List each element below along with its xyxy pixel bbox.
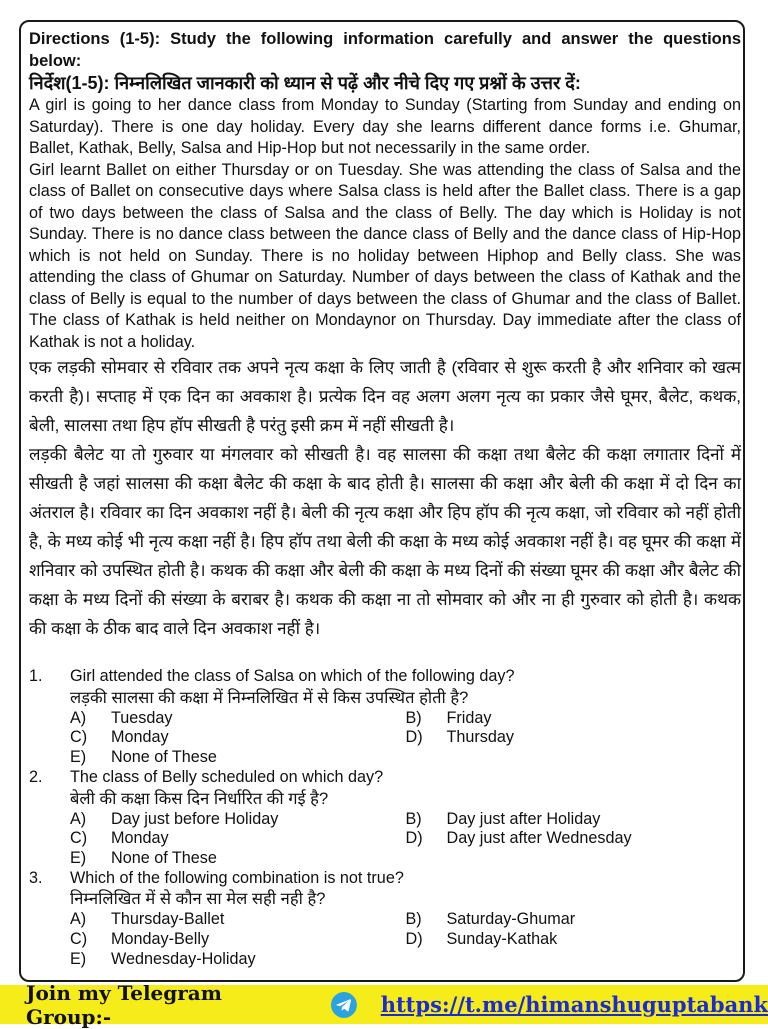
directions-heading-en: Directions (1-5): Study the following information carefully and answer the questions below:	[29, 30, 741, 70]
question-number: 1.	[29, 667, 43, 685]
telegram-group-label: Join my Telegram Group:-	[26, 980, 222, 1029]
option-letter: A)	[70, 809, 87, 828]
option-text: Day just after Wednesday	[446, 829, 632, 848]
option-d[interactable]	[406, 728, 742, 748]
directions-heading-hi: निर्देश(1-5): निम्नलिखित जानकारी को ध्यान से पढ़ें और नीचे दिए गए प्रश्नों के उत्तर दें:	[29, 73, 581, 93]
option-a[interactable]	[70, 709, 406, 729]
option-letter: B)	[405, 910, 422, 929]
option-letter: A)	[70, 910, 87, 929]
option-a[interactable]	[70, 810, 406, 830]
option-text: Thursday-Ballet	[111, 910, 225, 929]
option-text: Wednesday-Holiday	[111, 949, 256, 968]
option-letter: A)	[70, 708, 87, 727]
question-2	[29, 768, 741, 869]
option-letter: D)	[405, 728, 423, 747]
option-text: Thursday	[446, 728, 514, 747]
question-text-en: Which of the following combination is not true?	[70, 868, 404, 887]
passage-intro-hi: एक लड़की सोमवार से रविवार तक अपने नृत्य कक्षा के लिए जाती है (रविवार से शुरू करती है और शनिवार को खत्म करती है)। सप्ताह में एक दिन का अवकाश है। प्रत्येक दिन वह अलग अलग नृत्य का प्रकार जैसे घूमर, बैलेट, कथक, बेली, सालसा तथा हिप हॉप सीखती है परंतु इसी क्रम में नहीं सीखती है।	[29, 358, 741, 435]
option-b[interactable]	[406, 810, 742, 830]
passage-details-en: Girl learnt Ballet on either Thursday or on Tuesday. She was attending the class of Salsa and the class of Ballet on consecutive days where Salsa class is held after the Ballet class. There is a gap of two days between the class of Salsa and the class of Belly. The day which is Holiday is not Sunday. There is no dance class between the dance class of Belly and the dance class of Hip-Hop which is not held on Sunday. There is no holiday between Hiphop and Belly class. She was attending the class of Ghumar on Saturday. Number of days between the class of Kathak and the class of Belly is equal to the number of days between the class of Ghumar and the class of Ballet. The class of Kathak is held neither on Mondaynor on Thursday. Day immediate after the class of Kathak is not a holiday.	[29, 160, 741, 351]
telegram-icon[interactable]	[331, 992, 357, 1018]
telegram-link[interactable]: https://t.me/himanshuguptabank	[380, 992, 768, 1017]
passage-section	[29, 28, 741, 643]
option-c[interactable]	[70, 829, 406, 849]
option-letter: D)	[405, 930, 423, 949]
option-letter: E)	[70, 848, 87, 867]
option-text: Monday-Belly	[111, 930, 210, 949]
option-letter: D)	[405, 829, 423, 848]
option-text: Monday	[111, 829, 169, 848]
question-text-hi: निम्नलिखित में से कौन सा मेल सही नही है?	[70, 890, 326, 909]
option-letter: C)	[70, 829, 88, 848]
option-text: Sunday-Kathak	[446, 930, 558, 949]
option-b[interactable]	[406, 709, 742, 729]
option-e[interactable]	[70, 849, 408, 869]
question-number: 2.	[29, 767, 43, 786]
option-text: Saturday-Ghumar	[446, 910, 576, 929]
question-3	[29, 869, 741, 970]
option-letter: E)	[70, 949, 87, 968]
option-text: None of These	[111, 748, 217, 767]
option-c[interactable]	[70, 930, 406, 950]
option-letter: E)	[70, 748, 87, 767]
option-text: Day just before Holiday	[111, 809, 279, 828]
option-letter: C)	[70, 930, 88, 949]
question-1	[29, 667, 741, 768]
question-number: 3.	[29, 868, 43, 887]
question-text-hi: लड़की सालसा की कक्षा में निम्नलिखित में से किस उपस्थित होती है?	[70, 688, 469, 707]
option-d[interactable]	[406, 829, 742, 849]
option-text: Day just after Holiday	[446, 809, 601, 828]
option-text: None of These	[111, 848, 217, 867]
option-letter: B)	[405, 809, 422, 828]
question-text-en: Girl attended the class of Salsa on which of the following day?	[70, 667, 515, 685]
question-text-hi: बेली की कक्षा किस दिन निर्धारित की गई है?	[70, 789, 329, 808]
option-c[interactable]	[70, 728, 406, 748]
option-text: Monday	[111, 728, 169, 747]
passage-intro-en: A girl is going to her dance class from Monday to Sunday (Starting from Sunday and ending on Saturday). There is one day holiday. Every day she learns different dance forms i.e. Ghumar, Ballet, Kathak, Belly, Salsa and Hip-Hop but not necessarily in the same order.	[29, 96, 741, 157]
question-list	[29, 667, 741, 969]
option-text: Tuesday	[111, 708, 173, 727]
option-e[interactable]	[70, 748, 408, 768]
passage-details-hi: लड़की बैलेट या तो गुरुवार या मंगलवार को सीखती है। वह सालसा की कक्षा तथा बैलेट की कक्षा लगातार दिनों में सीखती है जहां सालसा की कक्षा बैलेट की कक्षा के बाद होती है। सालसा की कक्षा और बेली की कक्षा में दो दिन का अंतराल है। रविवार का दिन अवकाश नहीं है। बेली की नृत्य कक्षा और हिप हॉप की नृत्य कक्षा, जो रविवार को नहीं होती है, के मध्य कोई भी नृत्य कक्षा नहीं है। हिप हॉप तथा बेली की कक्षा के मध्य कोई अवकाश नहीं है। वह घूमर की कक्षा में शनिवार को उपस्थित होती है। कथक की कक्षा और बेली की कक्षा के मध्य दिनों की संख्या घूमर की कक्षा और बैलेट की कक्षा के मध्य दिनों की संख्या के बराबर है। कथक की कक्षा ना तो सोमवार को और ना ही गुरुवार को होती है। कथक की कक्षा के ठीक बाद वाले दिन अवकाश नहीं है।	[29, 445, 741, 638]
question-text-en: The class of Belly scheduled on which day?	[70, 767, 384, 786]
option-e[interactable]	[70, 950, 408, 970]
telegram-banner	[0, 980, 768, 1029]
option-text: Friday	[446, 708, 492, 727]
option-letter: C)	[70, 728, 88, 747]
option-a[interactable]	[70, 910, 406, 930]
option-letter: B)	[405, 708, 422, 727]
option-d[interactable]	[406, 930, 742, 950]
option-b[interactable]	[406, 910, 742, 930]
